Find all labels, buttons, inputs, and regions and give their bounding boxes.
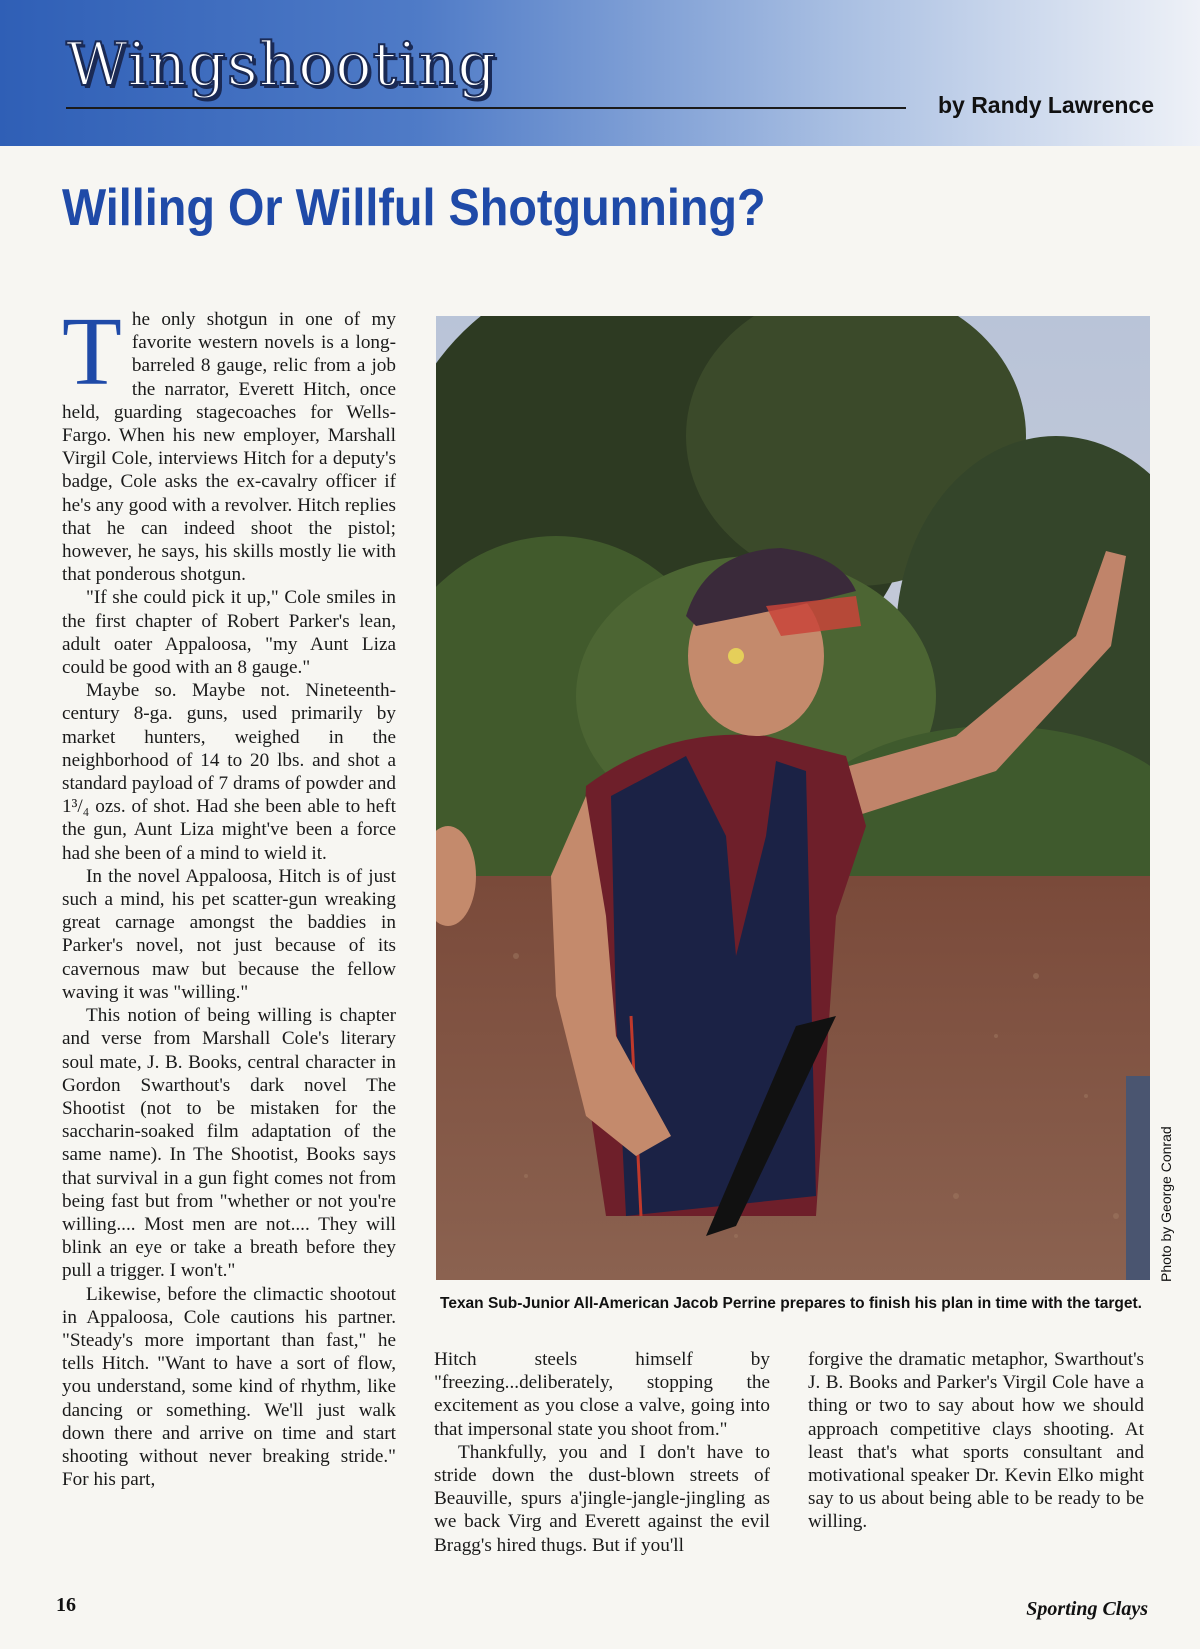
shooter-photo-illustration — [436, 316, 1150, 1280]
article-headline: Willing Or Willful Shotgunning? — [62, 179, 766, 237]
byline: by Randy Lawrence — [937, 92, 1154, 118]
article-paragraph: "If she could pick it up," Cole smiles in the first chapter of Robert Parker's lean, adult oater Appaloosa, "my Aunt Liza could be good with an 8 gauge." — [62, 587, 396, 679]
article-photo — [436, 316, 1150, 1280]
article-paragraph: Maybe so. Maybe not. Nineteenth-century 8-ga. guns, used primarily by market hunters, weighed in the neighborhood of 14 to 20 lbs. and shot a standard payload of 7 drams of powder and 1³/₄ ozs. of shot. Had she been able to heft the gun, Aunt Liza might've been a force had she been of a mind to wield it. — [62, 680, 396, 864]
article-column-3 — [808, 1348, 1144, 1558]
photo-caption: Texan Sub-Junior All-American Jacob Perrine prepares to finish his plan in time with the target. — [440, 1295, 1142, 1312]
section-title: Wingshooting — [66, 30, 497, 100]
article-paragraph: Likewise, before the climactic shootout in Appaloosa, Cole cautions his partner. "Steady's more important than fast," he tells Hitch. "Want to have a sort of flow, you understand, some kind of rhythm, like dancing or something. We'll just walk down there and arrive on time and start shooting without never breaking stride." For his part, — [62, 1283, 396, 1491]
header-rule — [66, 107, 906, 109]
article-paragraph: This notion of being willing is chapter and verse from Marshall Cole's literary soul mate, J. B. Books, central character in Gordon Swarthout's dark novel The Shootist (not to be mistaken for the saccharin-soaked film adaptation of the same name). In The Shootist, Books says that survival in a gun fight comes not from being fast but from "whether or not you're willing.... Most men are not.... They will blink an eye or take a breath before they pull a trigger. I won't." — [62, 1005, 396, 1282]
article-paragraph: Thankfully, you and I don't have to stride down the dust-blown streets of Beauville, spurs a'jingle-jangle-jingling as we back Virg and Everett against the evil Bragg's hired thugs. But if you'll — [434, 1441, 770, 1556]
article-paragraph: In the novel Appaloosa, Hitch is of just such a mind, his pet scatter-gun wreaking great carnage amongst the baddies in Parker's novel, not just because of its cavernous maw but because the fellow waving it was "willing." — [62, 865, 396, 1003]
page-number: 16 — [56, 1594, 76, 1616]
photo-credit: Photo by George Conrad — [1158, 1126, 1174, 1282]
article-paragraph: Hitch steels himself by "freezing...deliberately, stopping the excitement as you close a valve, going into that impersonal state you shoot from." — [434, 1349, 770, 1440]
article-column-2 — [434, 1348, 770, 1558]
article-column-1 — [62, 308, 396, 1560]
magazine-name: Sporting Clays — [1026, 1598, 1148, 1620]
article-paragraph: The only shotgun in one of my favorite western novels is a long-barreled 8 gauge, relic from a job the narrator, Everett Hitch, once held, guarding stagecoaches for Wells-Fargo. When his new employer, Marshall Virgil Cole, interviews Hitch for a deputy's badge, Cole asks the ex-cavalry officer if he's any good with a revolver. Hitch replies that he can indeed shoot the pistol; however, he says, his skills mostly lie with that ponderous shotgun. — [62, 308, 396, 586]
drop-cap: T — [62, 308, 122, 406]
article-paragraph: forgive the dramatic metaphor, Swarthout's J. B. Books and Parker's Virgil Cole have a thing or two to say about how we should approach competitive clays shooting. At least that's what sports consultant and motivational speaker Dr. Kevin Elko might say to us about being able to be ready to be willing. — [808, 1349, 1144, 1533]
